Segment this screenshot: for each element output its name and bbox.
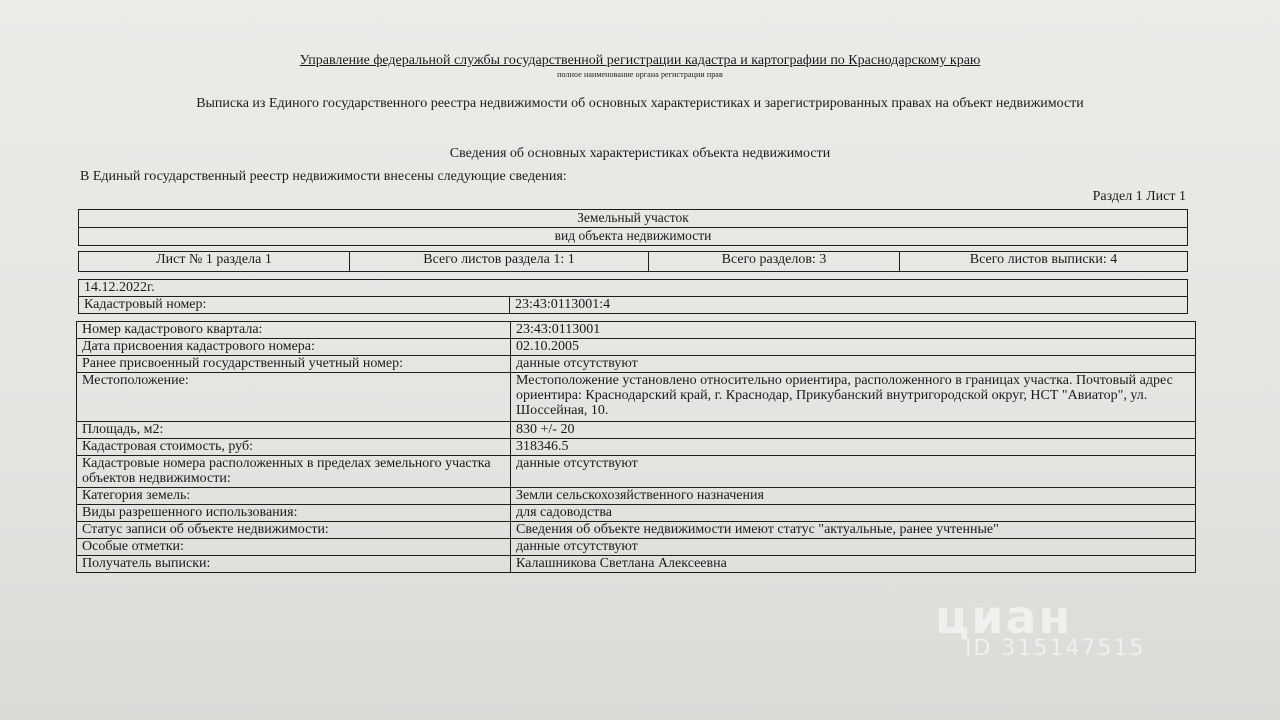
object-type-table	[78, 209, 1188, 246]
row-value: для садоводства	[511, 505, 1196, 522]
section-sheet-label: Раздел 1 Лист 1	[1092, 189, 1186, 204]
object-type-caption: вид объекта недвижимости	[79, 228, 1188, 246]
row-label: Кадастровая стоимость, руб:	[77, 439, 511, 456]
table-row	[77, 456, 1196, 488]
agency-name-text: Управление федеральной службы государственной регистрации кадастра и картографии по Краснодарскому краю	[299, 53, 981, 68]
table-row	[77, 356, 1196, 373]
row-value: Земли сельскохозяйственного назначения	[511, 488, 1196, 505]
watermark	[935, 590, 1145, 661]
extract-date: 14.12.2022г.	[79, 280, 1188, 297]
sheets-total: Всего листов выписки: 4	[900, 252, 1188, 272]
table-row	[77, 505, 1196, 522]
row-label: Площадь, м2:	[77, 422, 511, 439]
row-value: 02.10.2005	[511, 339, 1196, 356]
row-label: Номер кадастрового квартала:	[77, 322, 511, 339]
watermark-logo: циан	[935, 590, 1073, 644]
table-row	[77, 322, 1196, 339]
table-row	[77, 488, 1196, 505]
row-value: 318346.5	[511, 439, 1196, 456]
row-value: 23:43:0113001	[511, 322, 1196, 339]
row-label: Дата присвоения кадастрового номера:	[77, 339, 511, 356]
row-label: Местоположение:	[77, 373, 511, 422]
extract-title: Выписка из Единого государственного реестра недвижимости об основных характеристиках и зарегистрированных правах на объект недвижимости	[196, 96, 1084, 111]
row-label: Особые отметки:	[77, 539, 511, 556]
cadastral-number-value: 23:43:0113001:4	[510, 297, 1188, 314]
object-type: Земельный участок	[79, 210, 1188, 228]
agency-name	[0, 53, 1280, 69]
row-label: Категория земель:	[77, 488, 511, 505]
row-label: Статус записи об объекте недвижимости:	[77, 522, 511, 539]
row-value: Сведения об объекте недвижимости имеют статус "актуальные, ранее учтенные"	[511, 522, 1196, 539]
sheet-info-table	[78, 251, 1188, 272]
table-row	[77, 556, 1196, 573]
row-value: данные отсутствуют	[511, 456, 1196, 488]
characteristics-table	[76, 321, 1196, 573]
table-row	[77, 539, 1196, 556]
sections-total: Всего разделов: 3	[649, 252, 900, 272]
row-value: данные отсутствуют	[511, 356, 1196, 373]
table-row	[77, 339, 1196, 356]
intro-text: В Единый государственный реестр недвижимости внесены следующие сведения:	[80, 169, 567, 184]
row-label: Получатель выписки:	[77, 556, 511, 573]
row-value: Калашникова Светлана Алексеевна	[511, 556, 1196, 573]
date-cadastral-table	[78, 279, 1188, 314]
watermark-id: ID 315147515	[965, 636, 1146, 661]
section-title: Сведения об основных характеристиках объекта недвижимости	[449, 146, 831, 161]
table-row	[77, 439, 1196, 456]
table-row	[77, 422, 1196, 439]
table-row	[77, 373, 1196, 422]
row-value: 830 +/- 20	[511, 422, 1196, 439]
cadastral-number-label: Кадастровый номер:	[79, 297, 510, 314]
sheet-number: Лист № 1 раздела 1	[79, 252, 350, 272]
row-label: Кадастровые номера расположенных в пределах земельного участка объектов недвижимости:	[77, 456, 511, 488]
row-value: данные отсутствуют	[511, 539, 1196, 556]
row-label: Ранее присвоенный государственный учетный номер:	[77, 356, 511, 373]
sheets-in-section: Всего листов раздела 1: 1	[350, 252, 649, 272]
table-row	[77, 522, 1196, 539]
row-label: Виды разрешенного использования:	[77, 505, 511, 522]
row-value: Местоположение установлено относительно ориентира, расположенного в границах участка. Почтовый адрес ориентира: Краснодарский край, г. Краснодар, Прикубанский внутригородской округ, НСТ "Авиатор", ул. Шоссейная, 10.	[511, 373, 1196, 422]
agency-caption: полное наименование органа регистрации прав	[557, 70, 723, 79]
